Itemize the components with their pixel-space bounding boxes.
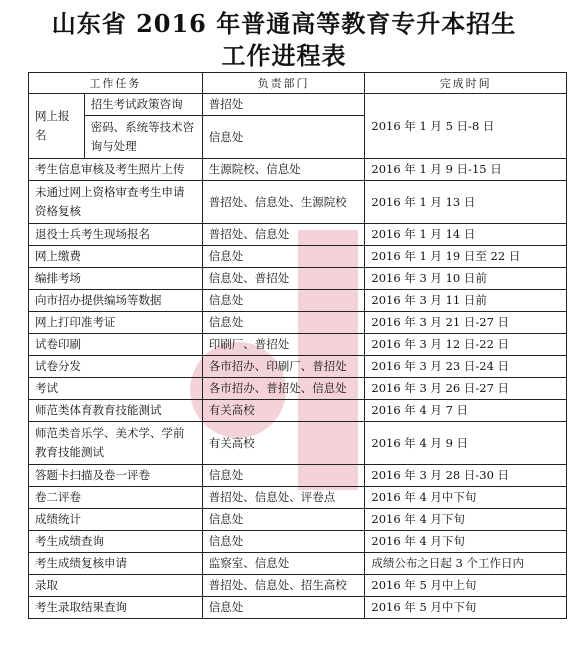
row-task: 考生录取结果查询: [29, 597, 203, 619]
row-task: 卷二评卷: [29, 487, 203, 509]
table-header-row: [29, 73, 567, 94]
table-row: [29, 290, 567, 312]
row-dept: 普招处、信息处、招生高校: [202, 575, 365, 597]
row-task: 成绩统计: [29, 509, 203, 531]
row-task: 试卷印刷: [29, 334, 203, 356]
table-row: [29, 378, 567, 400]
row-time: 2016 年 4 月 9 日: [365, 422, 567, 465]
table-row: [29, 334, 567, 356]
table-row: [29, 465, 567, 487]
table-row: [29, 400, 567, 422]
row-task: 答题卡扫描及卷一评卷: [29, 465, 203, 487]
online-sub-task: 密码、系统等技术咨询与处理: [84, 116, 202, 159]
row-time: 2016 年 5 月中下旬: [365, 597, 567, 619]
header-dept: 负责部门: [202, 73, 365, 94]
row-task: 网上缴费: [29, 246, 203, 268]
online-sub-task: 招生考试政策咨询: [84, 94, 202, 116]
row-time: 2016 年 1 月 19 日至 22 日: [365, 246, 567, 268]
row-dept: 普招处、信息处、生源院校: [202, 181, 365, 224]
table-row: [29, 487, 567, 509]
row-time: 2016 年 3 月 26 日-27 日: [365, 378, 567, 400]
row-time: 成绩公布之日起 3 个工作日内: [365, 553, 567, 575]
header-task: 工作任务: [29, 73, 203, 94]
row-dept: 信息处、普招处: [202, 268, 365, 290]
row-time: 2016 年 3 月 11 日前: [365, 290, 567, 312]
row-time: 2016 年 3 月 21 日-27 日: [365, 312, 567, 334]
table-row: [29, 597, 567, 619]
row-task: 师范类音乐学、美术学、学前教育技能测试: [29, 422, 203, 465]
row-dept: 信息处: [202, 246, 365, 268]
row-dept: 各市招办、印刷厂、普招处: [202, 356, 365, 378]
row-time: 2016 年 1 月 14 日: [365, 224, 567, 246]
online-time: 2016 年 1 月 5 日-8 日: [365, 94, 567, 159]
row-task: 试卷分发: [29, 356, 203, 378]
table-row: [29, 356, 567, 378]
table-row: [29, 94, 567, 116]
row-task: 考生成绩查询: [29, 531, 203, 553]
row-time: 2016 年 3 月 23 日-24 日: [365, 356, 567, 378]
row-task: 未通过网上资格审查考生申请资格复核: [29, 181, 203, 224]
online-sub-dept: 普招处: [202, 94, 365, 116]
row-dept: 信息处: [202, 465, 365, 487]
document-title-line2: 工作进程表: [221, 41, 347, 70]
row-dept: 普招处、信息处、评卷点: [202, 487, 365, 509]
table-row: [29, 268, 567, 290]
row-time: 2016 年 4 月中下旬: [365, 487, 567, 509]
row-dept: 有关高校: [202, 422, 365, 465]
row-dept: 信息处: [202, 509, 365, 531]
document-title-line1: 山东省 2016 年普通高等教育专升本招生: [51, 9, 517, 38]
row-time: 2016 年 1 月 9 日-15 日: [365, 159, 567, 181]
table-row: [29, 246, 567, 268]
table-row: [29, 224, 567, 246]
schedule-table: [28, 72, 567, 619]
row-task: 考试: [29, 378, 203, 400]
row-task: 网上打印准考证: [29, 312, 203, 334]
row-dept: 信息处: [202, 312, 365, 334]
online-sub-dept: 信息处: [202, 116, 365, 159]
table-row: [29, 312, 567, 334]
row-time: 2016 年 4 月下旬: [365, 509, 567, 531]
online-group-label: 网上报名: [29, 94, 85, 159]
row-time: 2016 年 3 月 28 日-30 日: [365, 465, 567, 487]
row-task: 向市招办提供编场等数据: [29, 290, 203, 312]
row-task: 录取: [29, 575, 203, 597]
row-dept: 信息处: [202, 597, 365, 619]
row-dept: 信息处: [202, 531, 365, 553]
row-task: 退役士兵考生现场报名: [29, 224, 203, 246]
row-task: 考生成绩复核申请: [29, 553, 203, 575]
table-row: [29, 509, 567, 531]
row-dept: 信息处: [202, 290, 365, 312]
table-row: [29, 531, 567, 553]
table-row: [29, 553, 567, 575]
table-row: [29, 181, 567, 224]
table-row: [29, 159, 567, 181]
row-dept: 有关高校: [202, 400, 365, 422]
row-time: 2016 年 3 月 10 日前: [365, 268, 567, 290]
row-dept: 生源院校、信息处: [202, 159, 365, 181]
row-time: 2016 年 4 月下旬: [365, 531, 567, 553]
row-dept: 各市招办、普招处、信息处: [202, 378, 365, 400]
row-task: 编排考场: [29, 268, 203, 290]
table-row: [29, 422, 567, 465]
row-dept: 印刷厂、普招处: [202, 334, 365, 356]
row-task: 考生信息审核及考生照片上传: [29, 159, 203, 181]
row-time: 2016 年 4 月 7 日: [365, 400, 567, 422]
row-time: 2016 年 3 月 12 日-22 日: [365, 334, 567, 356]
table-row: [29, 575, 567, 597]
row-task: 师范类体育教育技能测试: [29, 400, 203, 422]
row-dept: 普招处、信息处: [202, 224, 365, 246]
header-time: 完成时间: [365, 73, 567, 94]
row-time: 2016 年 5 月中上旬: [365, 575, 567, 597]
row-dept: 监察室、信息处: [202, 553, 365, 575]
row-time: 2016 年 1 月 13 日: [365, 181, 567, 224]
